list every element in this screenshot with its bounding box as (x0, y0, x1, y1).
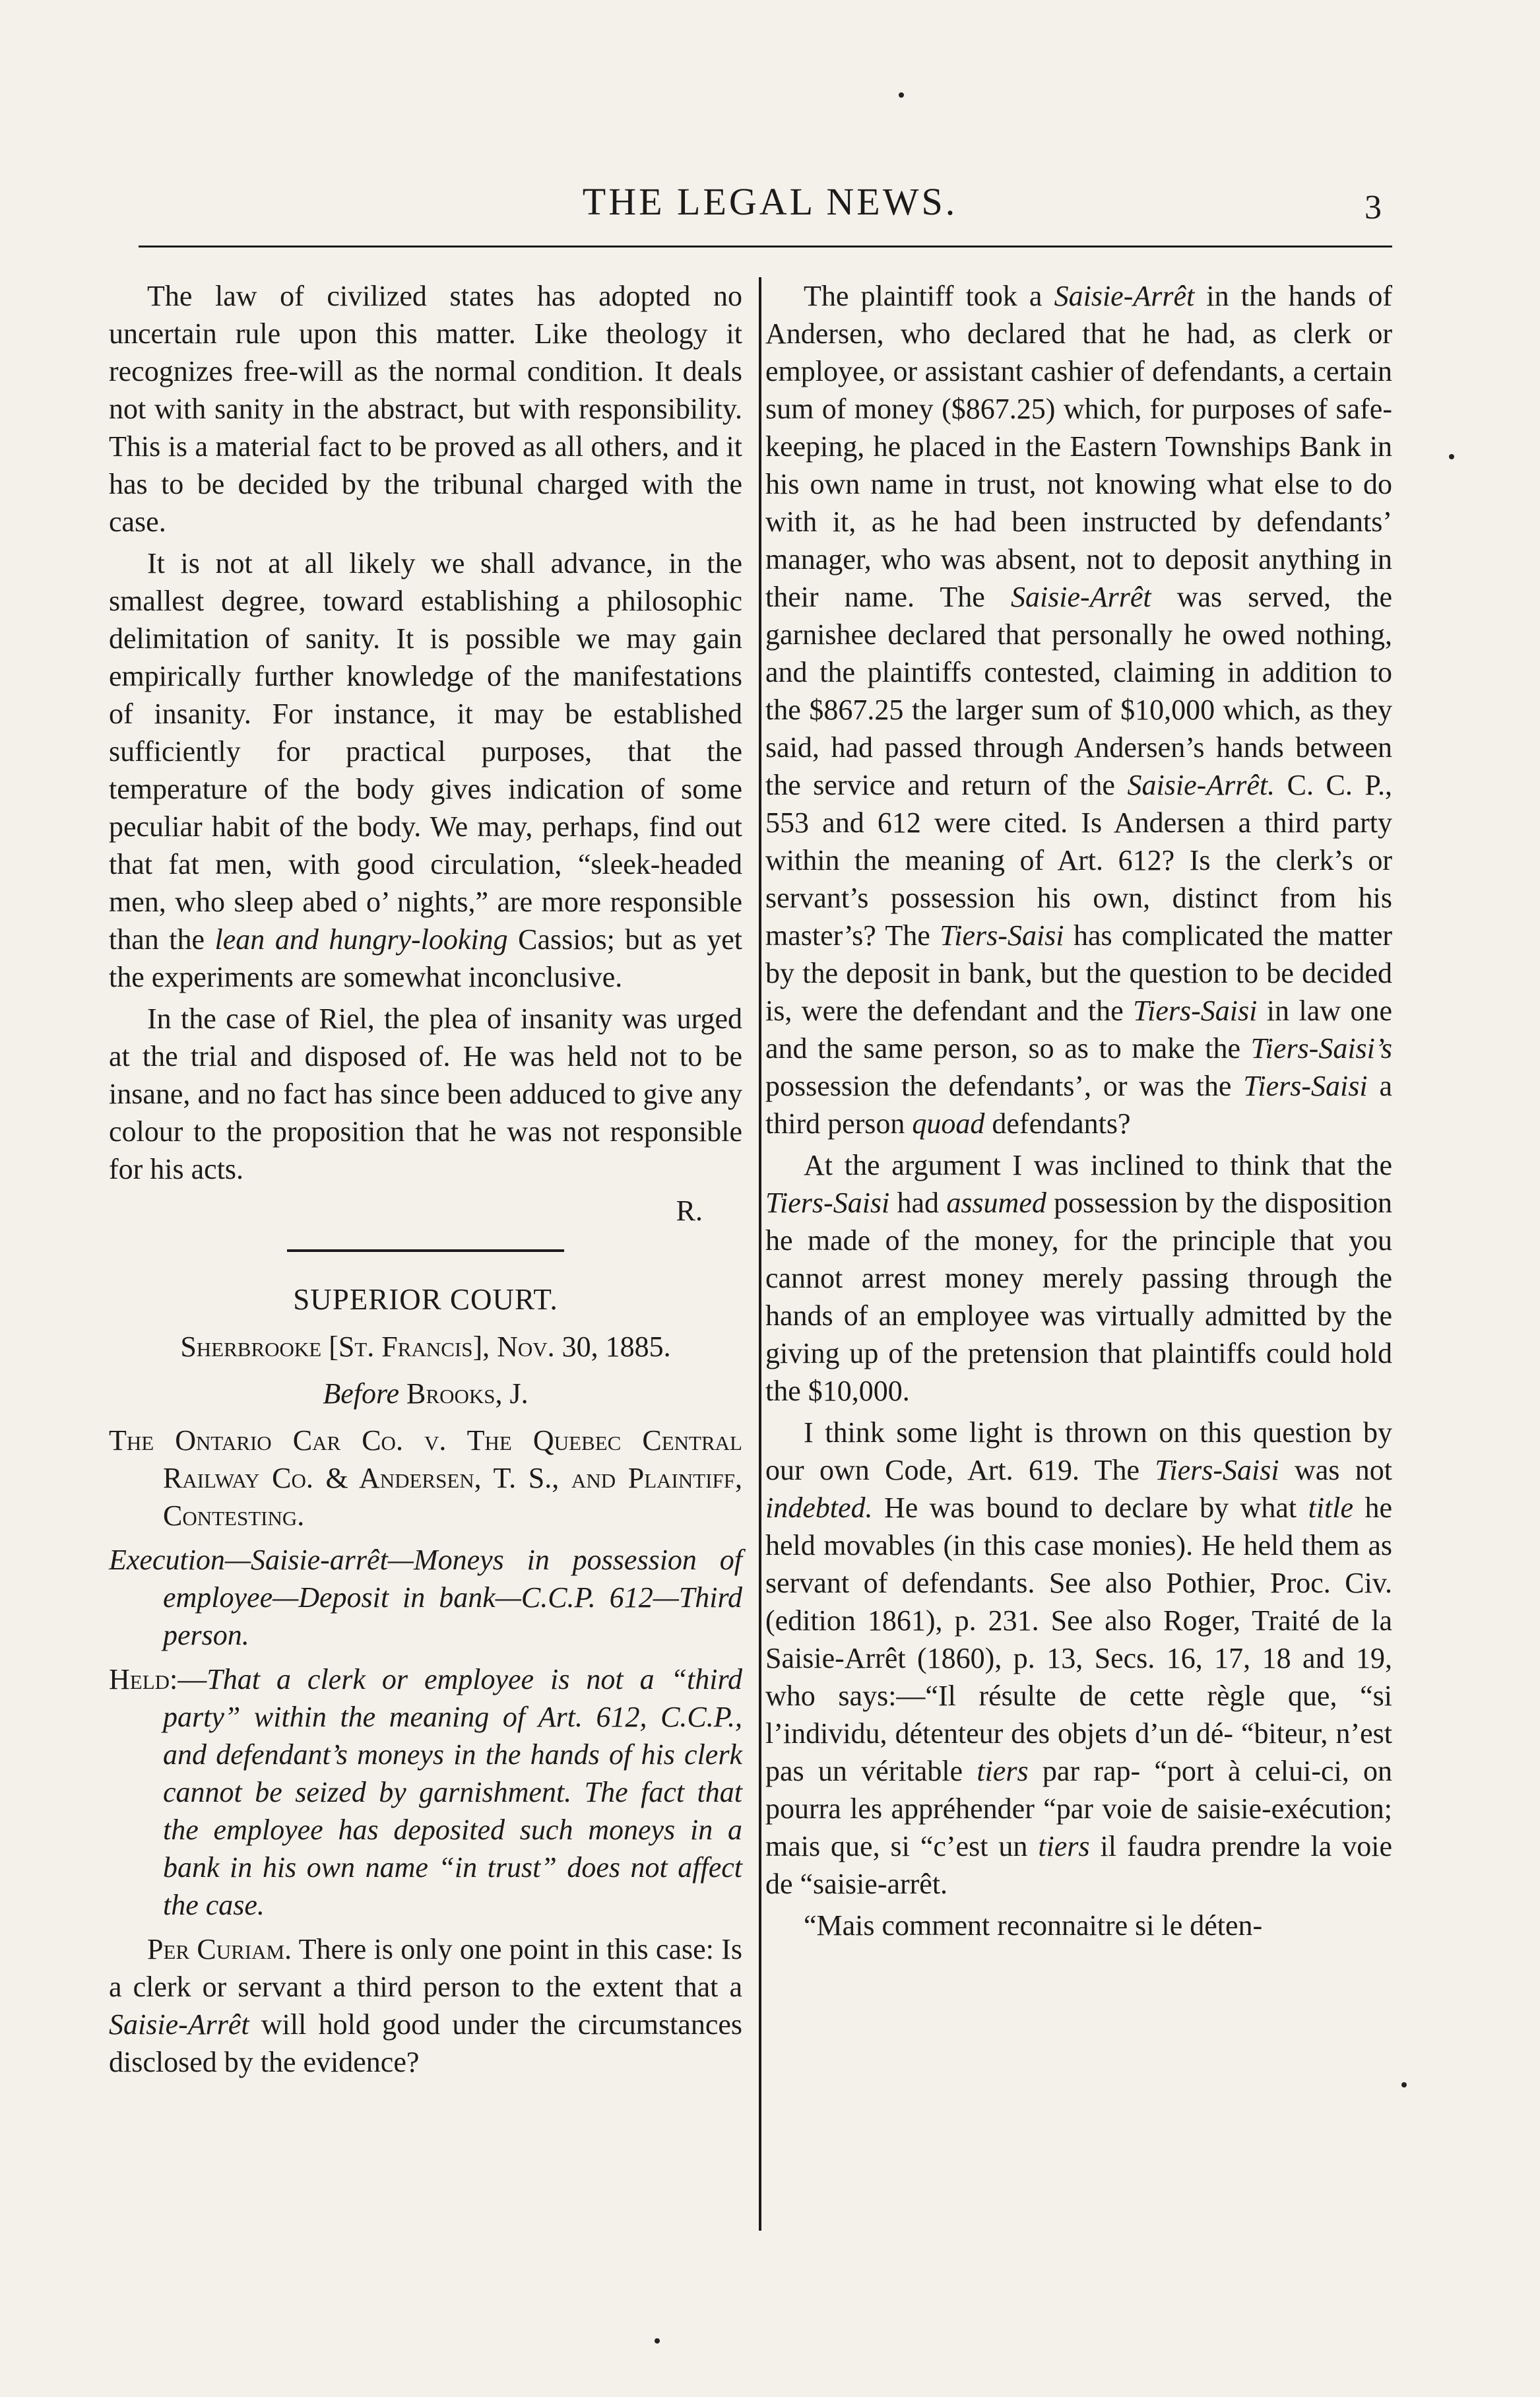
paragraph-delimitation (109, 544, 742, 996)
per-curiam-paragraph (109, 1930, 742, 2081)
text-run: C. C. P., 553 and 612 were cited. Is Andersen a third party within the meaning of Art. 612? Is the clerk’s or servant’s possession his own, distinct from his master’s? The (765, 769, 1393, 952)
italic-run: Tiers-Saisi (1155, 1454, 1279, 1486)
print-speck (1449, 454, 1454, 459)
text-run: was not (1295, 1454, 1393, 1486)
italic-run: Saisie-Arrêt (1054, 280, 1195, 312)
per-curiam-text-2: will hold good under the circumstances disclosed by the evidence? (109, 2008, 743, 2078)
text-run: The plaintiff took a (804, 280, 1043, 312)
per-curiam-label: Per Curiam. (147, 1933, 292, 1965)
text-run: il faudra prendre la voie de “saisie-arrêt. (765, 1830, 1392, 1900)
italic-run: Tiers-Saisi (765, 1187, 890, 1219)
per-curiam-text-1: There is only one point in this case: Is a clerk or servant a third person to the extent that a (109, 1933, 742, 2003)
headnote-held (109, 1660, 742, 1924)
italic-run: assumed (946, 1187, 1046, 1219)
paragraph-free-will: The law of civilized states has adopted no uncertain rule upon this matter. Like theology it recognizes free-will as the normal condition. It deals not with sanity in the abstract, but with responsibility. This is a material fact to be proved as all others, and it has to be decided by the tribunal charged with the case. (109, 280, 742, 538)
italic-run: tiers (977, 1755, 1029, 1787)
held-text: That a clerk or employee is not a “third party” within the meaning of Art. 612, C.C.P., and defendant’s moneys in the hands of his clerk cannot be seized by garnishment. The fact that the employee has deposited such moneys in a bank in his own name “in trust” does not affect the case. (163, 1663, 742, 1921)
signature: R. (676, 1195, 703, 1227)
print-speck (899, 92, 904, 98)
court-place-date: Sherbrooke [St. Francis], Nov. 30, 1885. (180, 1330, 671, 1363)
left-column (109, 277, 742, 2085)
print-speck (1401, 2082, 1407, 2087)
text-run: At the argument I was inclined to think that the (804, 1149, 1392, 1181)
before-judge (109, 1375, 742, 1412)
running-title: THE LEGAL NEWS. (582, 180, 958, 223)
before-label: Before (323, 1377, 400, 1410)
italic-run: Saisie-Arrêt. (1127, 769, 1275, 801)
judge-name: Brooks, J. (406, 1377, 529, 1410)
italic-run: Tiers-Saisi (1133, 995, 1258, 1027)
paragraph-delimitation-end: Cassios; but as yet the experiments are somewhat inconclusive. (109, 923, 743, 993)
paragraph-plaintiff (765, 277, 1392, 1142)
text-run: in law one and the same person, so as to make the (765, 995, 1392, 1065)
paragraph-mais-comment: “Mais comment reconnaitre si le déten- (804, 1909, 1263, 1942)
text-run: was served, the garnishee declared that personally he owed nothing, and the plaintiffs contested, claiming in addition to the $867.25 the larger sum of $10,000 which, as they said, had passed through Andersen’s hands between the service and return of the (765, 581, 1393, 801)
court-title: SUPERIOR COURT. (293, 1283, 558, 1316)
italic-run: quoad (912, 1107, 985, 1140)
text-run: He was bound to declare by what (883, 1492, 1297, 1524)
right-column (765, 277, 1392, 1948)
italic-run: Tiers-Saisi’s (1250, 1032, 1393, 1065)
column-divider (759, 277, 761, 2231)
paragraph-delimitation-text: It is not at all likely we shall advance, in the smallest degree, toward establishing a philosophic delimitation of sanity. It is possible we may gain empirically further knowledge of the manifestations of insanity. For instance, it may be established sufficiently for practical purposes, that the temperature of the body gives indication of some peculiar habit of the body. We may, perhaps, find out that fat men, with good circulation, “sleek-headed men, who sleep abed o’ nights,” are more responsible than the (109, 547, 742, 956)
text-run: a third person (765, 1070, 1393, 1140)
paragraph-code-619 (765, 1414, 1392, 1903)
italic-run: tiers (1038, 1830, 1090, 1862)
header-rule (139, 246, 1392, 247)
text-run: defendants? (992, 1107, 1131, 1140)
paragraph-delimitation-italic: lean and hungry-looking (214, 923, 508, 956)
held-label: Held:— (109, 1663, 207, 1695)
page-number: 3 (1364, 189, 1382, 226)
text-run: I think some light is thrown on this question by our own Code, Art. 619. The (765, 1416, 1392, 1486)
text-run: par rap- “port à celui-ci, on pourra les appréhender “par voie de saisie-exécution; mais que, si “c’est un (765, 1755, 1393, 1862)
text-run: had (897, 1187, 940, 1219)
text-run: possession the defendants’, or was the (765, 1070, 1232, 1102)
headnote-execution: Execution—Saisie-arrêt—Moneys in possession of employee—Deposit in bank—C.C.P. 612—Third person. (109, 1544, 742, 1651)
paragraph-riel: In the case of Riel, the plea of insanity was urged at the trial and disposed of. He was held not to be insane, and no fact has since been adduced to give any colour to the proposition that he was not responsible for his acts. (109, 1002, 742, 1185)
italic-run: Saisie-Arrêt (1010, 581, 1151, 613)
text-run: possession by the disposition he made of the money, for the principle that you cannot arrest money merely passing through the hands of an employee was virtually admitted by the giving up of the pretension that plaintiffs could hold the $10,000. (765, 1187, 1393, 1407)
case-name: The Ontario Car Co. v. The Quebec Central Railway Co. & Andersen, T. S., and Plaintiff, Contesting. (109, 1424, 742, 1532)
italic-run: indebted. (765, 1492, 873, 1524)
per-curiam-italic: Saisie-Arrêt (109, 2008, 249, 2041)
print-speck (655, 2338, 660, 2344)
paragraph-argument (765, 1146, 1392, 1410)
text-run: in the hands of Andersen, who declared that he had, as clerk or employee, or assistant cashier of defendants, a certain sum of money ($867.25) which, for purposes of safe-keeping, he placed in the Eastern Townships Bank in his own name in trust, not knowing what else to do with it, as he had been instructed by defendants’ manager, who was absent, not to deposit anything in their name. The (765, 280, 1392, 613)
italic-run: title (1308, 1492, 1354, 1524)
italic-run: Tiers-Saisi (940, 919, 1064, 952)
text-run: has complicated the matter by the deposit in bank, but the question to be decided is, were the defendant and the (765, 919, 1393, 1027)
text-run: he held movables (in this case monies). He held them as servant of defendants. See also Pothier, Proc. Civ. (edition 1861), p. 231. See also Roger, Traité de la Saisie-Arrêt (1860), p. 13, Secs. 16, 17, 18 and 19, who says:—“Il résulte de cette règle que, “si l’individu, détenteur des objets d’un dé- “biteur, n’est pas un véritable (765, 1492, 1393, 1787)
section-separator (287, 1249, 564, 1252)
italic-run: Tiers-Saisi (1243, 1070, 1368, 1102)
